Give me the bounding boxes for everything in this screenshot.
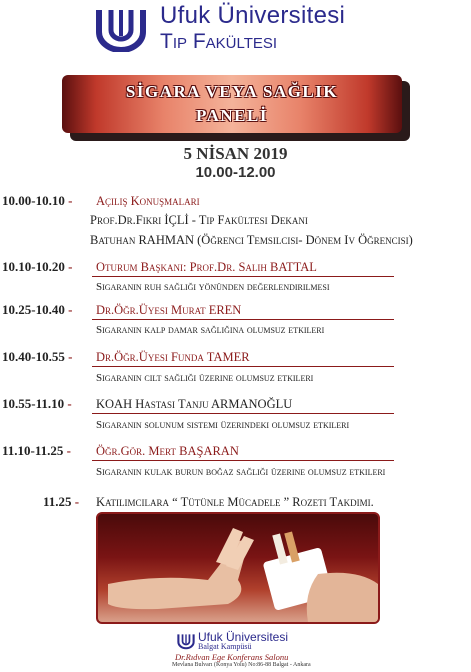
program-title: KOAH Hastası Tanju ARMANOĞLU bbox=[96, 397, 293, 411]
program-topic: Sigaranın solunum sistemi üzerindeki olumsuz etkileri bbox=[96, 419, 350, 431]
program-topic: Sigaranın kulak burun boğaz sağlığı üzerine olumsuz etkileri bbox=[96, 466, 386, 478]
footer-hall: Dr.Rıdvan Ege Konferans Salonu bbox=[175, 652, 289, 662]
program-title: Öğr.Gör. Mert BAŞARAN bbox=[96, 444, 239, 458]
time-separator: - bbox=[66, 443, 71, 458]
hand-refusing-cigarette-image bbox=[98, 514, 378, 622]
divider bbox=[92, 319, 394, 320]
program-topic: Sigaranın cilt sağlığı üzerine olumsuz etkileri bbox=[96, 372, 314, 384]
time-separator: - bbox=[67, 396, 72, 411]
program-title: Dr.Öğr.Üyesi Murat EREN bbox=[96, 303, 242, 317]
divider bbox=[92, 413, 394, 414]
program-time bbox=[2, 302, 72, 318]
time-label: 10.00-10.10 bbox=[2, 193, 65, 208]
university-name: Ufuk Üniversitesi bbox=[160, 2, 346, 29]
program-time bbox=[2, 193, 72, 209]
footer-campus: Balgat Kampüsü bbox=[198, 642, 252, 651]
program-title: Dr.Öğr.Üyesi Funda TAMER bbox=[96, 350, 250, 364]
banner-title bbox=[62, 80, 402, 128]
program-time bbox=[2, 259, 72, 275]
program-time bbox=[2, 396, 72, 412]
program-topic: Sigaranın kalp damar sağlığına olumsuz etkileri bbox=[96, 324, 325, 336]
footer-logo-icon bbox=[177, 632, 195, 650]
divider bbox=[92, 366, 394, 367]
time-label: 10.25-10.40 bbox=[2, 302, 65, 317]
no-smoking-photo bbox=[96, 512, 380, 624]
program-time bbox=[43, 494, 79, 510]
time-label: 11.10-11.25 bbox=[2, 443, 64, 458]
footer-university-name: Ufuk Üniversitesi bbox=[198, 630, 289, 644]
time-label: 10.40-10.55 bbox=[2, 349, 65, 364]
footer-address: Mevlana Bulvarı (Konya Yolu) No:86-88 Balgat - Ankara bbox=[172, 662, 311, 668]
program-title: Katılımcılara “ Tütünle Mücadele ” Rozeti Takdimi. bbox=[96, 495, 374, 509]
program-time bbox=[2, 349, 72, 365]
program-topic: Sigaranın ruh sağlığı yönünden değerlendirilmesi bbox=[96, 281, 330, 293]
time-label: 10.55-11.10 bbox=[2, 396, 65, 411]
faculty-name: Tıp Fakültesi bbox=[160, 30, 278, 53]
time-label: 11.25 bbox=[43, 494, 72, 509]
program-title: Oturum Başkanı: Prof.Dr. Salih BATTAL bbox=[96, 260, 317, 274]
time-separator: - bbox=[68, 193, 73, 208]
program-speaker-line: Prof.Dr.Fikri İÇLİ - Tıp Fakültesi Dekanı bbox=[90, 213, 308, 227]
event-date: 5 NİSAN 2019 bbox=[183, 144, 288, 163]
divider bbox=[92, 276, 394, 277]
time-separator: - bbox=[74, 494, 80, 509]
event-hours: 10.00-12.00 bbox=[195, 164, 276, 181]
program-title: Açılış Konuşmaları bbox=[96, 194, 200, 208]
time-separator: - bbox=[68, 259, 73, 274]
program-time bbox=[2, 443, 71, 459]
banner-title-line1: SİGARA VEYA SAĞLIK bbox=[125, 82, 339, 101]
time-label: 10.10-10.20 bbox=[2, 259, 65, 274]
program-speaker-line: Batuhan RAHMAN (Öğrenci Temsilcisi- Dönem Iv Öğrencisi) bbox=[90, 233, 413, 247]
time-separator: - bbox=[68, 302, 73, 317]
banner-title-line2: PANELİ bbox=[196, 106, 268, 125]
time-separator: - bbox=[68, 349, 73, 364]
divider bbox=[92, 460, 394, 461]
university-logo-icon bbox=[95, 6, 147, 52]
